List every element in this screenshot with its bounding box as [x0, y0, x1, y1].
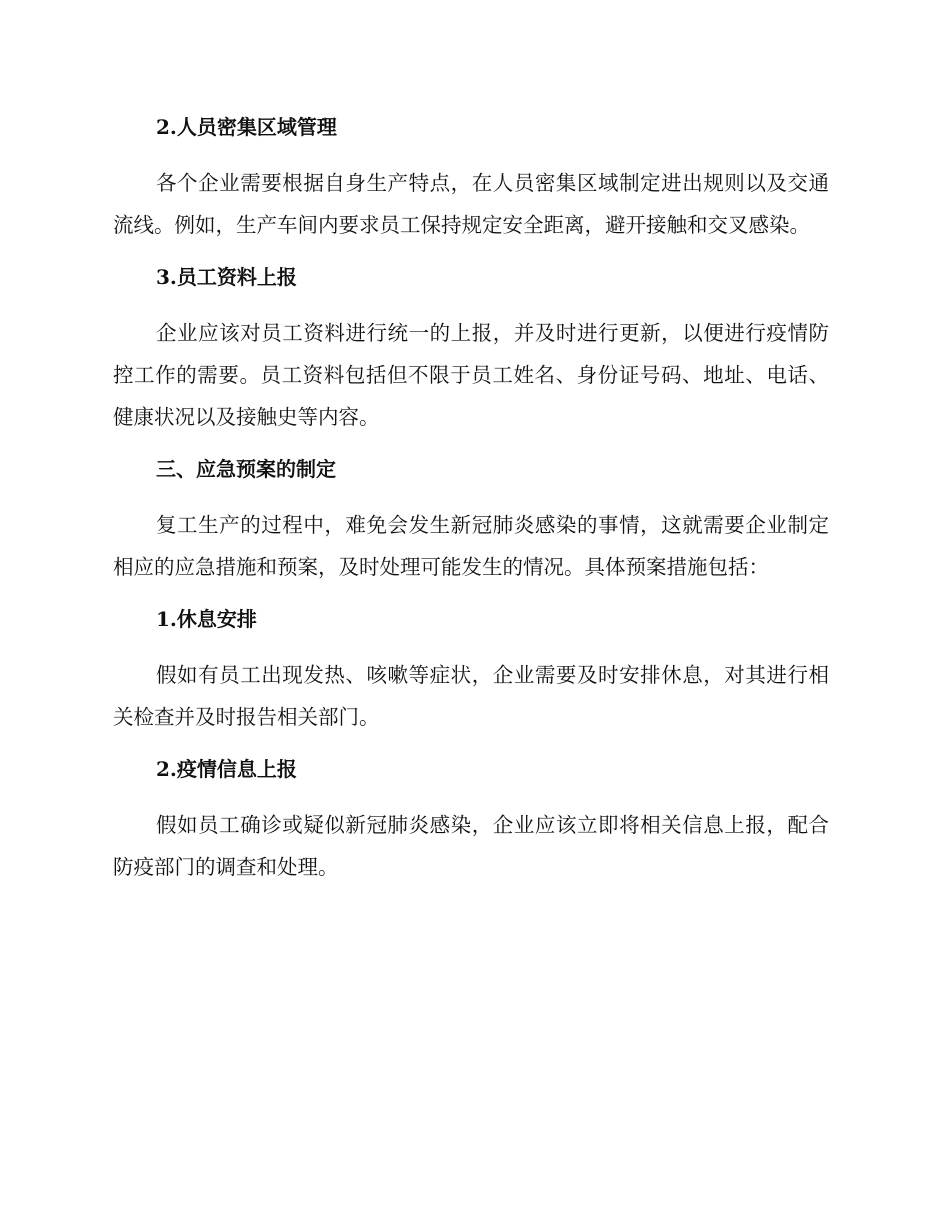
paragraph-crowded-area-rules: 各个企业需要根据自身生产特点，在人员密集区域制定进出规则以及交通流线。例如，生产车间内要求员工保持规定安全距离，避开接触和交叉感染。 — [113, 171, 829, 237]
paragraph-epidemic-info: 假如员工确诊或疑似新冠肺炎感染，企业应该立即将相关信息上报，配合防疫部门的调查和处理。 — [113, 813, 829, 879]
section-heading-rest-arrangement: 1.休息安排 — [156, 607, 257, 631]
paragraph-emergency-plan: 复工生产的过程中，难免会发生新冠肺炎感染的事情，这就需要企业制定相应的应急措施和预案，及时处理可能发生的情况。具体预案措施包括： — [113, 513, 829, 579]
paragraph-rest-arrangement: 假如有员工出现发热、咳嗽等症状，企业需要及时安排休息，对其进行相关检查并及时报告相关部门。 — [113, 663, 829, 729]
section-heading-emergency-plan: 三、应急预案的制定 — [156, 457, 336, 481]
section-heading-epidemic-info-reporting: 2.疫情信息上报 — [156, 757, 297, 781]
section-heading-employee-info-reporting: 3.员工资料上报 — [156, 265, 297, 289]
document-page — [113, 106, 829, 898]
section-heading-crowded-area-management: 2.人员密集区域管理 — [156, 115, 337, 139]
paragraph-employee-info: 企业应该对员工资料进行统一的上报，并及时进行更新，以便进行疫情防控工作的需要。员工资料包括但不限于员工姓名、身份证号码、地址、电话、健康状况以及接触史等内容。 — [113, 321, 829, 429]
